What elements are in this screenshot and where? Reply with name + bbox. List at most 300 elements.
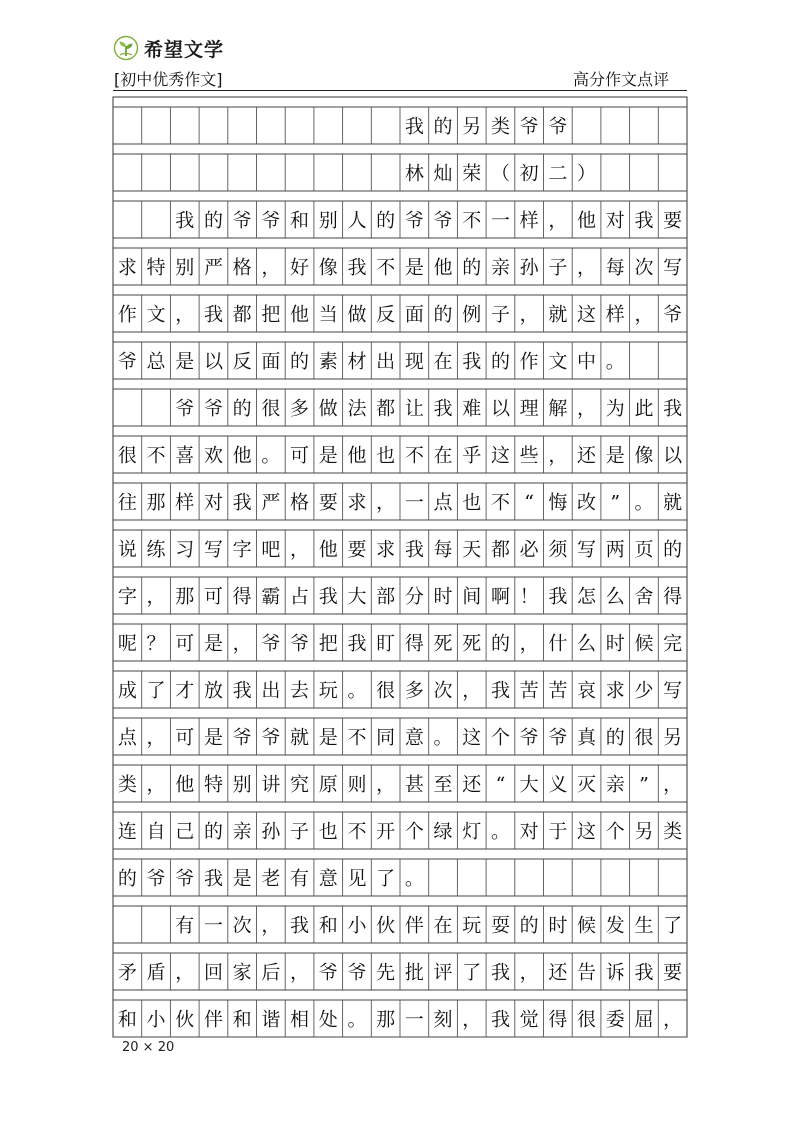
grid-row bbox=[113, 342, 687, 379]
grid-char: （ bbox=[490, 162, 510, 185]
grid-char: 孙 bbox=[519, 256, 539, 279]
grid-char: 的 bbox=[490, 632, 510, 655]
grid-char: 爷 bbox=[261, 632, 281, 655]
grid-char: 说 bbox=[117, 538, 137, 561]
grid-char: 喜 bbox=[175, 444, 195, 467]
grid-char: 爷 bbox=[519, 726, 539, 749]
grid-char: 是 bbox=[605, 444, 625, 467]
grid-char: 林 bbox=[404, 162, 424, 185]
grid-char: 的 bbox=[519, 914, 539, 937]
grid-char: 作 bbox=[117, 303, 137, 326]
grid-char: 孙 bbox=[261, 820, 281, 843]
grid-char: 相 bbox=[290, 1008, 310, 1031]
grid-row bbox=[113, 295, 687, 332]
grid-row bbox=[113, 483, 687, 520]
grid-char: 我 bbox=[548, 585, 568, 608]
grid-char: 要 bbox=[663, 209, 683, 232]
grid-char: ， bbox=[519, 303, 539, 326]
grid-char: 要 bbox=[318, 491, 338, 514]
grid-char: 爷 bbox=[146, 867, 166, 890]
grid-char: 家 bbox=[232, 961, 252, 984]
grid-char: 是 bbox=[203, 726, 223, 749]
grid-char: 甚 bbox=[404, 773, 424, 796]
grid-char: 同 bbox=[376, 726, 396, 749]
grid-char: 点 bbox=[117, 726, 137, 749]
grid-char: 就 bbox=[663, 491, 683, 514]
grid-char: 我 bbox=[490, 1008, 510, 1031]
grid-char: 意 bbox=[318, 867, 338, 890]
grid-char: 多 bbox=[290, 397, 310, 420]
grid-char: ， bbox=[290, 538, 310, 561]
grid-char: 作 bbox=[519, 350, 539, 373]
grid-char: 页 bbox=[634, 538, 654, 561]
grid-char: 他 bbox=[290, 303, 310, 326]
grid-row bbox=[113, 389, 687, 426]
grid-char: 。 bbox=[433, 726, 453, 749]
grid-char: 爷 bbox=[175, 867, 195, 890]
grid-char: 究 bbox=[290, 773, 310, 796]
grid-char: 严 bbox=[261, 491, 281, 514]
grid-char: 个 bbox=[404, 820, 424, 843]
grid-char: ？ bbox=[146, 632, 166, 655]
grid-char: 我 bbox=[232, 491, 252, 514]
grid-char: 屈 bbox=[634, 1008, 654, 1031]
grid-char: 是 bbox=[318, 444, 338, 467]
grid-char: 么 bbox=[577, 632, 597, 655]
grid-char: 个 bbox=[490, 726, 510, 749]
grid-char: 做 bbox=[347, 303, 367, 326]
grid-char: 死 bbox=[433, 632, 453, 655]
grid-char: 往 bbox=[117, 491, 137, 514]
grid-char: 当 bbox=[318, 303, 338, 326]
grid-char: 耍 bbox=[490, 914, 510, 937]
grid-char: 爷 bbox=[261, 209, 281, 232]
grid-char: 文 bbox=[548, 350, 568, 373]
grid-char: 难 bbox=[462, 397, 482, 420]
grid-char: 写 bbox=[663, 679, 683, 702]
grid-char: 的 bbox=[433, 115, 453, 138]
grid-char: 的 bbox=[203, 820, 223, 843]
grid-char: 两 bbox=[605, 538, 625, 561]
grid-char: 我 bbox=[232, 679, 252, 702]
grid-char: 中 bbox=[577, 350, 597, 373]
grid-char: 字 bbox=[117, 585, 137, 608]
grid-char: 不 bbox=[146, 444, 166, 467]
grid-char: ， bbox=[261, 914, 281, 937]
grid-char: 去 bbox=[290, 679, 310, 702]
grid-char: 连 bbox=[117, 820, 137, 843]
grid-char: 类 bbox=[117, 773, 137, 796]
grid-char: 盯 bbox=[376, 632, 396, 655]
grid-char: 材 bbox=[347, 350, 367, 373]
grid-char: 时 bbox=[433, 585, 453, 608]
grid-char: 一 bbox=[404, 1008, 424, 1031]
grid-char: 面 bbox=[404, 303, 424, 326]
grid-row bbox=[113, 671, 687, 708]
grid-char: 的 bbox=[290, 350, 310, 373]
grid-char: 。 bbox=[490, 820, 510, 843]
grid-char: 爷 bbox=[347, 961, 367, 984]
grid-char: 对 bbox=[203, 491, 223, 514]
grid-char: 不 bbox=[347, 820, 367, 843]
grid-char: 亲 bbox=[605, 773, 625, 796]
grid-char: 也 bbox=[318, 820, 338, 843]
grid-char: ” bbox=[610, 491, 621, 514]
grid-char: 不 bbox=[347, 726, 367, 749]
grid-char: 他 bbox=[232, 444, 252, 467]
grid-char: 这 bbox=[462, 726, 482, 749]
grid-char: 爷 bbox=[548, 726, 568, 749]
review-label: 高分作文点评 bbox=[572, 70, 669, 89]
grid-char: 亲 bbox=[490, 256, 510, 279]
grid-char: 大 bbox=[347, 585, 367, 608]
grid-char: 开 bbox=[376, 820, 396, 843]
grid-char: 矛 bbox=[117, 961, 137, 984]
grid-char: 他 bbox=[433, 256, 453, 279]
grid-row bbox=[113, 107, 687, 144]
grid-char: 我 bbox=[318, 585, 338, 608]
grid-char: 把 bbox=[261, 303, 281, 326]
grid-char: 爷 bbox=[519, 115, 539, 138]
grid-char: 怎 bbox=[577, 585, 597, 608]
grid-char: 间 bbox=[462, 585, 482, 608]
grid-char: 小 bbox=[347, 914, 367, 937]
grid-char: 练 bbox=[146, 538, 166, 561]
grid-char: 他 bbox=[347, 444, 367, 467]
grid-char: 灭 bbox=[577, 773, 597, 796]
grid-char: 悔 bbox=[548, 491, 568, 514]
grid-char: 的 bbox=[376, 209, 396, 232]
grid-char: 不 bbox=[462, 209, 482, 232]
grid-char: 我 bbox=[490, 961, 510, 984]
grid-row bbox=[113, 812, 687, 849]
grid-char: ， bbox=[232, 632, 252, 655]
grid-char: 出 bbox=[261, 679, 281, 702]
grid-char: 了 bbox=[462, 961, 482, 984]
grid-char: 有 bbox=[175, 914, 195, 937]
grid-char: 生 bbox=[634, 914, 654, 937]
grid-char: 一 bbox=[490, 209, 510, 232]
grid-char: 求 bbox=[376, 538, 396, 561]
grid-char: ） bbox=[577, 162, 597, 185]
grid-char: 以 bbox=[203, 350, 223, 373]
grid-char: 像 bbox=[634, 444, 654, 467]
grid-char: 很 bbox=[261, 397, 281, 420]
grid-char: 刻 bbox=[433, 1008, 453, 1031]
grid-char: 的 bbox=[232, 397, 252, 420]
grid-char: ， bbox=[261, 256, 281, 279]
grid-char: 我 bbox=[203, 867, 223, 890]
grid-size-label: 20 × 20 bbox=[122, 1040, 175, 1055]
grid-char: 文 bbox=[146, 303, 166, 326]
grid-char: 发 bbox=[605, 914, 625, 937]
grid-char: ！ bbox=[519, 585, 539, 608]
grid-char: 我 bbox=[404, 115, 424, 138]
grid-char: 严 bbox=[203, 256, 223, 279]
grid-char: 。 bbox=[605, 350, 625, 373]
grid-char: 改 bbox=[577, 491, 597, 514]
grid-char: ， bbox=[634, 303, 654, 326]
grid-char: 回 bbox=[203, 961, 223, 984]
grid-char: ， bbox=[146, 773, 166, 796]
grid-char: 小 bbox=[146, 1008, 166, 1031]
grid-char: 原 bbox=[318, 773, 338, 796]
grid-char: 我 bbox=[404, 538, 424, 561]
grid-char: 啊 bbox=[490, 585, 510, 608]
grid-char: 这 bbox=[577, 820, 597, 843]
grid-row bbox=[113, 248, 687, 285]
grid-char: 伙 bbox=[175, 1008, 195, 1031]
grid-row bbox=[113, 436, 687, 473]
grid-char: 是 bbox=[203, 632, 223, 655]
grid-char: 和 bbox=[117, 1008, 137, 1031]
grid-char: 什 bbox=[548, 632, 568, 655]
grid-char: 可 bbox=[290, 444, 310, 467]
grid-char: 意 bbox=[404, 726, 424, 749]
grid-char: 了 bbox=[663, 914, 683, 937]
grid-row bbox=[113, 530, 687, 567]
grid-char: ” bbox=[639, 773, 649, 796]
grid-char: 大 bbox=[519, 773, 539, 796]
grid-char: 爷 bbox=[318, 961, 338, 984]
grid-char: ， bbox=[577, 397, 597, 420]
grid-char: 字 bbox=[232, 538, 252, 561]
grid-char: 先 bbox=[376, 961, 396, 984]
grid-char: 别 bbox=[232, 773, 252, 796]
grid-char: 爷 bbox=[433, 209, 453, 232]
grid-char: 爷 bbox=[290, 632, 310, 655]
grid-char: 爷 bbox=[117, 350, 137, 373]
grid-char: 谐 bbox=[261, 1008, 281, 1031]
grid-char: 我 bbox=[490, 679, 510, 702]
grid-char: 诉 bbox=[605, 961, 625, 984]
grid-char: 苦 bbox=[519, 679, 539, 702]
grid-char: ， bbox=[462, 679, 482, 702]
grid-char: 还 bbox=[577, 444, 597, 467]
grid-char: 每 bbox=[605, 256, 625, 279]
grid-char: 求 bbox=[347, 491, 367, 514]
grid-char: 爷 bbox=[203, 397, 223, 420]
grid-char: ， bbox=[663, 773, 683, 796]
grid-char: 都 bbox=[490, 538, 510, 561]
grid-char: 我 bbox=[175, 209, 195, 232]
grid-char: 写 bbox=[663, 256, 683, 279]
grid-char: 候 bbox=[577, 914, 597, 937]
grid-char: 呢 bbox=[117, 632, 137, 655]
grid-char: 。 bbox=[347, 679, 367, 702]
grid-char: 吧 bbox=[261, 538, 281, 561]
grid-char: 要 bbox=[663, 961, 683, 984]
grid-char: 伙 bbox=[376, 914, 396, 937]
grid-char: ， bbox=[577, 256, 597, 279]
grid-char: 见 bbox=[347, 867, 367, 890]
grid-char: ， bbox=[462, 1008, 482, 1031]
grid-char: 哀 bbox=[577, 679, 597, 702]
grid-char: 的 bbox=[462, 256, 482, 279]
grid-char: 还 bbox=[462, 773, 482, 796]
grid-char: 得 bbox=[404, 632, 424, 655]
grid-char: 义 bbox=[548, 773, 568, 796]
grid-char: 。 bbox=[634, 491, 654, 514]
brand-name: 希望文学 bbox=[144, 38, 225, 61]
grid-char: 些 bbox=[519, 444, 539, 467]
grid-char: 荣 bbox=[462, 162, 482, 185]
grid-char: 苦 bbox=[548, 679, 568, 702]
grid-char: 另 bbox=[663, 726, 683, 749]
grid-char: 多 bbox=[404, 679, 424, 702]
grid-char: 他 bbox=[318, 538, 338, 561]
grid-char: 理 bbox=[519, 397, 539, 420]
grid-char: 放 bbox=[203, 679, 223, 702]
grid-char: 习 bbox=[175, 538, 195, 561]
grid-char: 求 bbox=[605, 679, 625, 702]
grid-char: 少 bbox=[634, 679, 654, 702]
grid-char: 做 bbox=[318, 397, 338, 420]
grid-char: 我 bbox=[634, 961, 654, 984]
grid-char: 占 bbox=[290, 585, 310, 608]
grid-char: 是 bbox=[175, 350, 195, 373]
grid-char: 子 bbox=[490, 303, 510, 326]
grid-char: 不 bbox=[376, 256, 396, 279]
grid-char: 人 bbox=[347, 209, 367, 232]
grid-char: 于 bbox=[548, 820, 568, 843]
grid-char: 特 bbox=[146, 256, 166, 279]
grid-char: 爷 bbox=[404, 209, 424, 232]
grid-char: 自 bbox=[146, 820, 166, 843]
grid-char: 告 bbox=[577, 961, 597, 984]
grid-char: 现 bbox=[404, 350, 424, 373]
grid-char: 灿 bbox=[433, 162, 453, 185]
grid-char: ， bbox=[146, 585, 166, 608]
grid-char: 老 bbox=[261, 867, 281, 890]
grid-char: 样 bbox=[175, 491, 195, 514]
grid-char: 伴 bbox=[203, 1008, 223, 1031]
grid-char: 须 bbox=[548, 538, 568, 561]
grid-row bbox=[113, 1000, 687, 1037]
grid-char: 很 bbox=[634, 726, 654, 749]
grid-char: 法 bbox=[347, 397, 367, 420]
grid-char: 和 bbox=[290, 209, 310, 232]
grid-char: 委 bbox=[605, 1008, 625, 1031]
grid-char: 样 bbox=[519, 209, 539, 232]
grid-char: 一 bbox=[203, 914, 223, 937]
grid-char: 这 bbox=[577, 303, 597, 326]
grid-char: 出 bbox=[376, 350, 396, 373]
grid-char: 至 bbox=[433, 773, 453, 796]
grid-char: 的 bbox=[663, 538, 683, 561]
grid-char: 我 bbox=[347, 632, 367, 655]
grid-char: 分 bbox=[404, 585, 424, 608]
grid-row bbox=[113, 201, 687, 238]
grid-char: 反 bbox=[376, 303, 396, 326]
grid-char: 别 bbox=[175, 256, 195, 279]
grid-char: 真 bbox=[577, 726, 597, 749]
grid-char: ， bbox=[376, 773, 396, 796]
grid-char: 子 bbox=[290, 820, 310, 843]
grid-char: 每 bbox=[433, 538, 453, 561]
grid-char: 二 bbox=[548, 162, 568, 185]
grid-char: ， bbox=[519, 632, 539, 655]
grid-row bbox=[113, 154, 687, 191]
grid-char: 次 bbox=[433, 679, 453, 702]
grid-char: 舍 bbox=[634, 585, 654, 608]
grid-char: 觉 bbox=[519, 1008, 539, 1031]
grid-char: 是 bbox=[404, 256, 424, 279]
grid-char: 候 bbox=[634, 632, 654, 655]
grid-char: 子 bbox=[548, 256, 568, 279]
grid-char: 写 bbox=[577, 538, 597, 561]
grid-char: 反 bbox=[232, 350, 252, 373]
grid-char: 求 bbox=[117, 256, 137, 279]
grid-char: 例 bbox=[462, 303, 482, 326]
grid-char: ， bbox=[663, 1008, 683, 1031]
grid-char: 死 bbox=[462, 632, 482, 655]
grid-char: 时 bbox=[605, 632, 625, 655]
grid-char: 。 bbox=[347, 1008, 367, 1031]
grid-char: 很 bbox=[577, 1008, 597, 1031]
grid-char: 那 bbox=[376, 1008, 396, 1031]
grid-char: 像 bbox=[318, 256, 338, 279]
grid-char: ， bbox=[175, 961, 195, 984]
grid-char: 点 bbox=[433, 491, 453, 514]
grid-char: 批 bbox=[404, 961, 424, 984]
grid-char: 欢 bbox=[203, 444, 223, 467]
grid-char: 让 bbox=[404, 397, 424, 420]
grid-char: 得 bbox=[663, 585, 683, 608]
grid-char: 爷 bbox=[232, 209, 252, 232]
grid-char: 有 bbox=[290, 867, 310, 890]
grid-char: 素 bbox=[318, 350, 338, 373]
grid-char: ， bbox=[175, 303, 195, 326]
grid-char: 爷 bbox=[232, 726, 252, 749]
grid-char: 和 bbox=[232, 1008, 252, 1031]
grid-char: 爷 bbox=[261, 726, 281, 749]
grid-char: 个 bbox=[605, 820, 625, 843]
grid-char: 的 bbox=[490, 350, 510, 373]
grid-char: “ bbox=[524, 491, 535, 514]
grid-char: 都 bbox=[232, 303, 252, 326]
grid-row bbox=[113, 906, 687, 943]
grid-char: 我 bbox=[433, 397, 453, 420]
grid-char: 处 bbox=[318, 1008, 338, 1031]
grid-char: 不 bbox=[490, 491, 510, 514]
grid-char: 他 bbox=[577, 209, 597, 232]
grid-char: 类 bbox=[663, 820, 683, 843]
grid-char: 霸 bbox=[261, 585, 281, 608]
grid-char: 讲 bbox=[261, 773, 281, 796]
grid-char: 必 bbox=[519, 538, 539, 561]
grid-char: 解 bbox=[548, 397, 568, 420]
grid-char: 己 bbox=[175, 820, 195, 843]
grid-char: 为 bbox=[605, 397, 625, 420]
grid-char: 那 bbox=[175, 585, 195, 608]
grid-char: 要 bbox=[347, 538, 367, 561]
grid-char: 则 bbox=[347, 773, 367, 796]
grid-char: 他 bbox=[175, 773, 195, 796]
grid-row bbox=[113, 765, 687, 802]
grid-char: 了 bbox=[146, 679, 166, 702]
grid-char: 的 bbox=[203, 209, 223, 232]
grid-char: 我 bbox=[347, 256, 367, 279]
grid-char: 乎 bbox=[462, 444, 482, 467]
grid-char: 成 bbox=[117, 679, 137, 702]
grid-char: 类 bbox=[490, 115, 510, 138]
grid-char: 可 bbox=[175, 632, 195, 655]
grid-char: 在 bbox=[433, 444, 453, 467]
grid-row bbox=[113, 577, 687, 614]
grid-char: ， bbox=[548, 209, 568, 232]
grid-char: 也 bbox=[462, 491, 482, 514]
